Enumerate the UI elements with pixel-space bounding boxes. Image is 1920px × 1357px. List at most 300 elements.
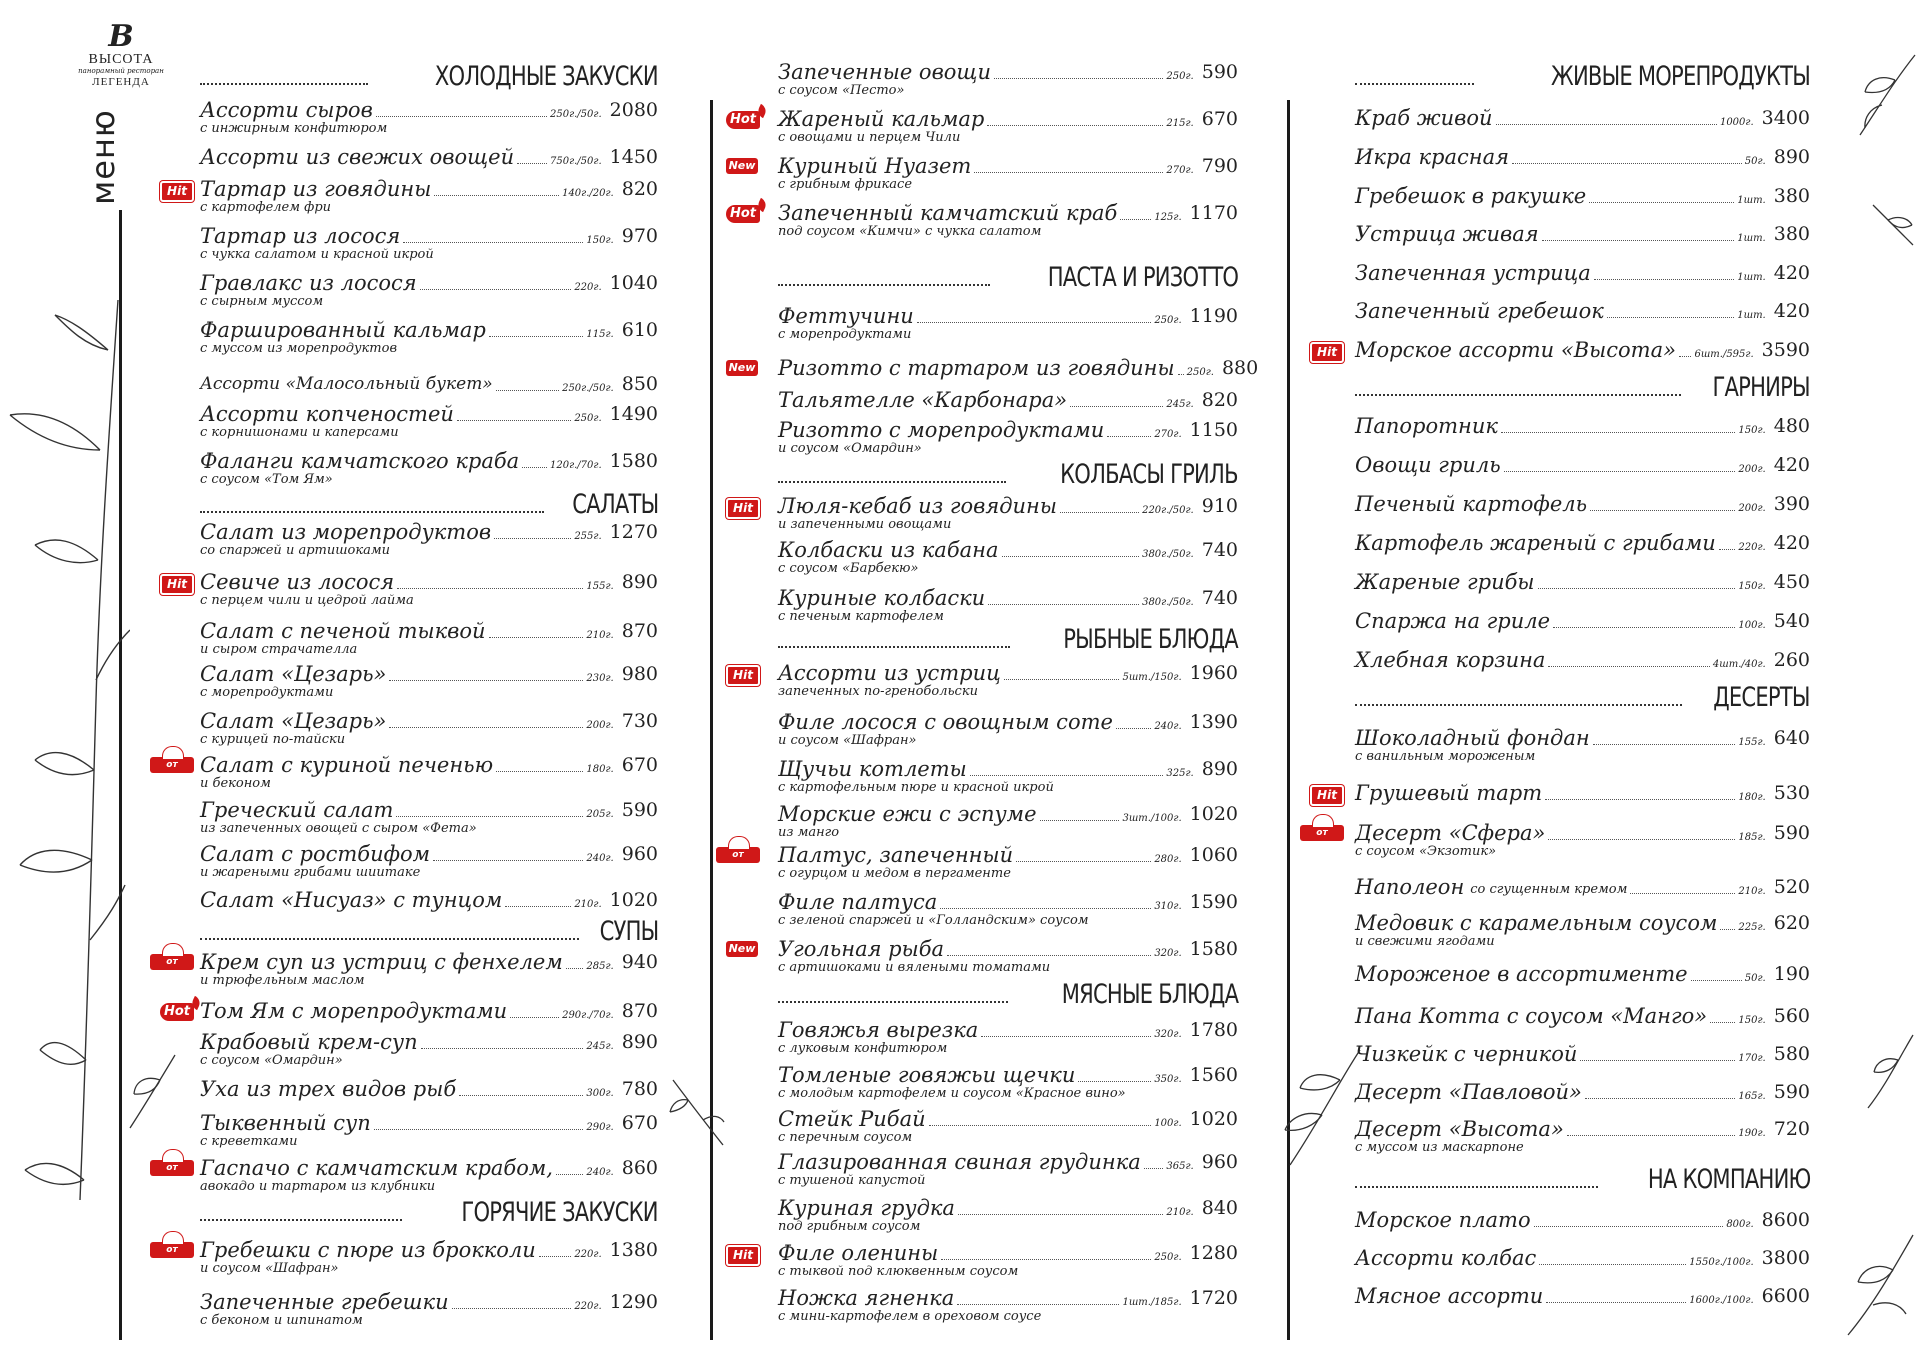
menu-item-description: с соусом «Экзотик» bbox=[1355, 844, 1497, 859]
menu-item bbox=[1355, 1080, 1810, 1104]
menu-item-weight: 800г. bbox=[1726, 1219, 1754, 1230]
menu-item-weight: 200г. bbox=[586, 720, 614, 731]
menu-item-description: с мини-картофелем в ореховом соусе bbox=[778, 1309, 1042, 1324]
menu-item-weight: 1шт. bbox=[1737, 310, 1766, 321]
menu-item bbox=[1355, 261, 1810, 285]
menu-item-description: с курицей по-тайски bbox=[200, 732, 346, 747]
menu-item-weight: 310г. bbox=[1154, 901, 1182, 912]
menu-item-price: 1960 bbox=[1189, 662, 1238, 684]
menu-item-price: 910 bbox=[1201, 495, 1238, 517]
menu-item-description: с беконом и шпинатом bbox=[200, 1313, 363, 1328]
menu-item bbox=[778, 843, 1238, 880]
menu-item-name: Салат «Цезарь» bbox=[200, 709, 387, 733]
section-leader bbox=[200, 83, 368, 85]
menu-item-weight: 245г. bbox=[586, 1041, 614, 1052]
menu-item-price: 420 bbox=[1773, 262, 1810, 284]
menu-item-name: Ассорти колбас bbox=[1355, 1246, 1537, 1270]
menu-item bbox=[200, 619, 658, 656]
menu-title bbox=[78, 100, 128, 210]
menu-item-weight: 5шт./150г. bbox=[1122, 672, 1182, 683]
section-title: ГАРНИРЫ bbox=[1712, 372, 1810, 403]
menu-item-weight: 155г. bbox=[586, 581, 614, 592]
menu-item-name: Куриные колбаски bbox=[778, 586, 986, 610]
menu-item bbox=[778, 757, 1238, 794]
menu-item bbox=[778, 538, 1238, 575]
menu-item-name: Тартар из говядины bbox=[200, 177, 432, 201]
menu-item-weight: 200г. bbox=[1738, 464, 1766, 475]
menu-item bbox=[1355, 338, 1810, 362]
menu-item bbox=[778, 1241, 1238, 1278]
menu-item-name: Том Ям с морепродуктами bbox=[200, 999, 508, 1023]
menu-item bbox=[778, 1286, 1238, 1323]
hot-badge: Hot bbox=[726, 111, 760, 129]
menu-item-leader bbox=[452, 1308, 572, 1309]
menu-item-leader bbox=[1040, 820, 1120, 821]
menu-item-weight: 250г. bbox=[574, 413, 602, 424]
menu-item-line bbox=[778, 107, 1238, 131]
menu-item-weight: 245г. bbox=[1166, 399, 1194, 410]
menu-item bbox=[1355, 781, 1810, 805]
hit-badge: Hit bbox=[726, 1245, 760, 1266]
menu-item bbox=[200, 950, 658, 987]
menu-item-price: 1390 bbox=[1189, 711, 1238, 733]
menu-item bbox=[1355, 1042, 1810, 1066]
menu-item bbox=[778, 356, 1259, 380]
branch-right-top-icon bbox=[1840, 50, 1920, 140]
menu-item-line bbox=[1355, 781, 1810, 805]
menu-item-line bbox=[1355, 145, 1810, 169]
menu-item-weight: 200г. bbox=[1738, 503, 1766, 514]
section-leader bbox=[1355, 1186, 1598, 1188]
menu-item-line bbox=[1355, 261, 1810, 285]
hit-badge: Hit bbox=[160, 574, 194, 595]
menu-item-weight: 1шт. bbox=[1737, 233, 1766, 244]
menu-item-name: Спаржа на гриле bbox=[1355, 609, 1551, 633]
section-title: СУПЫ bbox=[599, 916, 658, 947]
menu-item-price: 730 bbox=[621, 710, 658, 732]
menu-item-weight: 1550г./100г. bbox=[1689, 1257, 1754, 1268]
hit-badge: Hit bbox=[160, 181, 194, 202]
menu-item-leader bbox=[517, 163, 547, 164]
chef-badge: от Шефа bbox=[150, 1242, 194, 1258]
menu-item bbox=[200, 798, 658, 835]
menu-item-name: Крабовый крем-суп bbox=[200, 1030, 418, 1054]
menu-item-weight: 250г. bbox=[1166, 71, 1194, 82]
menu-item-price: 1270 bbox=[609, 521, 658, 543]
menu-item-name: Запеченная устрица bbox=[1355, 261, 1591, 285]
menu-item bbox=[200, 372, 658, 396]
menu-item-leader bbox=[1567, 1135, 1736, 1136]
menu-item-leader bbox=[1070, 406, 1163, 407]
menu-item-line bbox=[200, 1077, 658, 1101]
hot-badge: Hot bbox=[160, 1003, 194, 1021]
menu-item-name: Салат с куриной печенью bbox=[200, 753, 494, 777]
menu-item-name: Десерт «Сфера» bbox=[1355, 821, 1546, 845]
menu-item-name: Ассорти из устриц bbox=[778, 661, 1001, 685]
menu-item-description: и соусом «Омардин» bbox=[778, 441, 922, 456]
menu-item-line bbox=[778, 60, 1238, 84]
menu-item-name: Тальятелле «Карбонара» bbox=[778, 388, 1068, 412]
menu-item-name: Запеченные овощи bbox=[778, 60, 991, 84]
menu-item-description: с зеленой спаржей и «Голландским» соусом bbox=[778, 913, 1089, 928]
menu-item bbox=[200, 1156, 658, 1193]
menu-item-leader bbox=[1107, 436, 1151, 437]
menu-item-line bbox=[778, 388, 1238, 412]
menu-item-line bbox=[778, 890, 1238, 914]
menu-item-name: Крем суп из устриц с фенхелем bbox=[200, 950, 563, 974]
section-header bbox=[778, 980, 1238, 1010]
menu-item-price: 1380 bbox=[609, 1239, 658, 1261]
branch-right-low-icon bbox=[1858, 1030, 1918, 1110]
menu-item-price: 880 bbox=[1221, 357, 1259, 379]
menu-item-price: 1580 bbox=[609, 450, 658, 472]
logo-legend: ЛЕГЕНДА bbox=[92, 76, 150, 88]
menu-item-price: 260 bbox=[1773, 649, 1810, 671]
menu-item bbox=[1355, 299, 1810, 323]
menu-item-price: 1560 bbox=[1189, 1064, 1238, 1086]
menu-item-weight: 270г. bbox=[1154, 429, 1182, 440]
menu-item-name: Люля-кебаб из говядины bbox=[778, 494, 1057, 518]
menu-item-leader bbox=[420, 289, 572, 290]
menu-item-line bbox=[1355, 184, 1810, 208]
menu-item-leader bbox=[1593, 744, 1736, 745]
menu-item-name: Морское плато bbox=[1355, 1208, 1531, 1232]
menu-item-name: Запеченные гребешки bbox=[200, 1290, 449, 1314]
menu-item-description: с муссом из маскарпоне bbox=[1355, 1140, 1524, 1155]
menu-item bbox=[1355, 492, 1810, 516]
menu-item-name: Тыквенный суп bbox=[200, 1111, 371, 1135]
menu-item-leader bbox=[1078, 1081, 1151, 1082]
menu-item-line bbox=[1355, 726, 1810, 750]
menu-item-leader bbox=[389, 680, 583, 681]
hit-badge: Hit bbox=[1310, 785, 1344, 806]
menu-item-weight: 230г. bbox=[586, 673, 614, 684]
menu-item-price: 590 bbox=[1201, 61, 1238, 83]
menu-item-leader bbox=[421, 1048, 584, 1049]
menu-item-price: 890 bbox=[1773, 146, 1810, 168]
new-badge: New bbox=[726, 941, 758, 957]
menu-item-weight: 290г. bbox=[586, 1122, 614, 1133]
menu-item bbox=[1355, 453, 1810, 477]
menu-item-leader bbox=[957, 1304, 1119, 1305]
menu-item-weight: 100г. bbox=[1154, 1118, 1182, 1129]
menu-item-weight: 270г. bbox=[1166, 165, 1194, 176]
menu-item-line bbox=[200, 1111, 658, 1135]
menu-item-name: Салат «Цезарь» bbox=[200, 662, 387, 686]
menu-item-leader bbox=[1512, 163, 1742, 164]
menu-item-weight: 250г./50г. bbox=[549, 109, 602, 120]
menu-item-price: 1060 bbox=[1189, 844, 1238, 866]
section-leader bbox=[200, 938, 579, 940]
menu-title-text: меню bbox=[84, 109, 122, 205]
menu-item-leader bbox=[374, 1129, 584, 1130]
menu-item-weight: 100г. bbox=[1738, 620, 1766, 631]
menu-item-leader bbox=[1719, 549, 1736, 550]
menu-item-weight: 1шт. bbox=[1737, 195, 1766, 206]
menu-item-name: Греческий салат bbox=[200, 798, 394, 822]
menu-item bbox=[1355, 911, 1810, 948]
menu-item-line bbox=[1355, 1284, 1810, 1308]
menu-item-description: с корнишонами и каперсами bbox=[200, 425, 399, 440]
menu-item-leader bbox=[566, 968, 584, 969]
menu-item-leader bbox=[988, 604, 1139, 605]
menu-item-line bbox=[1355, 531, 1810, 555]
menu-item-price: 8600 bbox=[1761, 1209, 1810, 1231]
menu-item-price: 590 bbox=[1773, 1081, 1810, 1103]
menu-item-description: и беконом bbox=[200, 776, 271, 791]
section-title: РЫБНЫЕ БЛЮДА bbox=[1063, 624, 1238, 655]
section-leader bbox=[200, 511, 544, 513]
menu-item-leader bbox=[1504, 471, 1736, 472]
menu-item bbox=[200, 520, 658, 557]
menu-item-price: 850 bbox=[621, 373, 658, 395]
menu-item-name: Салат с ростбифом bbox=[200, 842, 431, 866]
menu-item-price: 820 bbox=[1201, 389, 1238, 411]
menu-item-price: 620 bbox=[1773, 912, 1810, 934]
menu-item-leader bbox=[941, 1259, 1151, 1260]
menu-item bbox=[778, 201, 1238, 238]
menu-item-price: 420 bbox=[1773, 532, 1810, 554]
menu-item-line bbox=[1355, 609, 1810, 633]
menu-item-name: Печеный картофель bbox=[1355, 492, 1588, 516]
menu-item-weight: 185г. bbox=[1738, 832, 1766, 843]
menu-item-line bbox=[200, 999, 658, 1023]
menu-item-price: 420 bbox=[1773, 454, 1810, 476]
menu-item-price: 870 bbox=[621, 620, 658, 642]
menu-item-leader bbox=[522, 467, 547, 468]
menu-item-weight: 220г. bbox=[574, 1249, 602, 1260]
menu-item-line bbox=[200, 709, 658, 733]
menu-item-line bbox=[200, 520, 658, 544]
logo-monogram: В bbox=[108, 19, 134, 54]
hot-badge: Hot bbox=[726, 205, 760, 223]
menu-item-leader bbox=[1144, 1168, 1164, 1169]
menu-item-leader bbox=[539, 1256, 571, 1257]
menu-item-leader bbox=[1590, 510, 1735, 511]
menu-item bbox=[1355, 570, 1810, 594]
menu-item-leader bbox=[434, 195, 559, 196]
menu-item-leader bbox=[494, 538, 571, 539]
menu-item-weight: 210г. bbox=[1738, 886, 1766, 897]
menu-item-leader bbox=[929, 1125, 1152, 1126]
menu-item-price: 1040 bbox=[609, 272, 658, 294]
menu-item-name: Стейк Рибай bbox=[778, 1107, 926, 1131]
hit-badge: Hit bbox=[726, 665, 760, 686]
menu-item-price: 3400 bbox=[1761, 107, 1810, 129]
menu-item-leader bbox=[457, 420, 571, 421]
menu-item-description: с муссом из морепродуктов bbox=[200, 341, 398, 356]
menu-item-price: 740 bbox=[1201, 587, 1238, 609]
menu-item-line bbox=[200, 842, 658, 866]
menu-item-name: Филе палтуса bbox=[778, 890, 938, 914]
menu-item-line bbox=[778, 1063, 1238, 1087]
menu-item-name: Ассорти сыров bbox=[200, 98, 373, 122]
section-title: САЛАТЫ bbox=[571, 489, 658, 520]
menu-item bbox=[1355, 145, 1810, 169]
menu-item-leader bbox=[940, 908, 1151, 909]
menu-item-weight: 220г. bbox=[1738, 542, 1766, 553]
menu-item bbox=[1355, 1208, 1810, 1232]
menu-item-line bbox=[778, 494, 1238, 518]
menu-item-name: Ассорти из свежих овощей bbox=[200, 145, 515, 169]
menu-item-price: 590 bbox=[1773, 822, 1810, 844]
menu-item-name: Ассорти копченостей bbox=[200, 402, 454, 426]
chef-badge: от Шефа bbox=[150, 1160, 194, 1176]
menu-item-description: с молодым картофелем и соусом «Красное вино» bbox=[778, 1086, 1126, 1101]
section-header bbox=[778, 625, 1238, 655]
menu-item-price: 670 bbox=[1201, 108, 1238, 130]
menu-item-name: Куриный Нуазет bbox=[778, 154, 972, 178]
menu-item-name: Пана Котта с соусом «Манго» bbox=[1355, 1004, 1708, 1028]
menu-item-name: Угольная рыба bbox=[778, 937, 945, 961]
menu-item-name: Запеченный гребешок bbox=[1355, 299, 1604, 323]
menu-item-leader bbox=[403, 242, 583, 243]
menu-item-name: Мясное ассорти bbox=[1355, 1284, 1544, 1308]
section-leader bbox=[1355, 83, 1474, 85]
menu-item-line bbox=[1355, 821, 1810, 845]
restaurant-logo bbox=[66, 19, 176, 89]
menu-item-leader bbox=[1004, 679, 1120, 680]
menu-item-name: Филе оленины bbox=[778, 1241, 939, 1265]
menu-item-weight: 750г./50г. bbox=[549, 156, 602, 167]
menu-item-leader bbox=[376, 116, 547, 117]
menu-item-description: из манго bbox=[778, 825, 840, 840]
menu-item-leader bbox=[489, 336, 584, 337]
menu-item-weight: 350г. bbox=[1154, 1074, 1182, 1085]
menu-item-weight: 290г./70г. bbox=[562, 1010, 614, 1021]
menu-item-line bbox=[1355, 106, 1810, 130]
menu-item bbox=[200, 1238, 658, 1275]
menu-item-price: 960 bbox=[621, 843, 658, 865]
menu-item-line bbox=[200, 888, 658, 912]
menu-item-price: 1190 bbox=[1189, 305, 1238, 327]
menu-item-description: авокадо и тартаром из клубники bbox=[200, 1179, 436, 1194]
menu-item-description: с грибным фрикасе bbox=[778, 177, 913, 192]
menu-item-name: Щучьи котлеты bbox=[778, 757, 967, 781]
hit-badge: Hit bbox=[1310, 342, 1344, 363]
menu-item-line bbox=[1355, 414, 1810, 438]
menu-item-weight: 150г. bbox=[1738, 1015, 1766, 1026]
menu-item-line bbox=[200, 753, 658, 777]
menu-item-line bbox=[200, 619, 658, 643]
menu-item-weight: 1шт. bbox=[1737, 272, 1766, 283]
menu-item-line bbox=[200, 318, 658, 342]
menu-item-price: 590 bbox=[621, 799, 658, 821]
menu-item-weight: 380г./50г. bbox=[1142, 597, 1194, 608]
menu-item-line bbox=[200, 271, 658, 295]
branch-center-right-icon bbox=[1260, 1040, 1370, 1170]
section-title: КОЛБАСЫ ГРИЛЬ bbox=[1060, 459, 1238, 490]
menu-item-price: 3800 bbox=[1761, 1247, 1810, 1269]
menu-item-leader bbox=[396, 816, 583, 817]
menu-item bbox=[200, 1077, 658, 1101]
menu-item-leader bbox=[1607, 317, 1734, 318]
branch-middle-icon bbox=[668, 1070, 728, 1150]
menu-item-price: 740 bbox=[1201, 539, 1238, 561]
menu-item-weight: 380г./50г. bbox=[1142, 549, 1194, 560]
menu-item-line bbox=[778, 661, 1238, 685]
menu-item-weight: 155г. bbox=[1738, 737, 1766, 748]
menu-item-weight: 280г. bbox=[1154, 854, 1182, 865]
menu-item-line bbox=[778, 154, 1238, 178]
menu-item-price: 450 bbox=[1773, 571, 1810, 593]
menu-item-weight: 285г. bbox=[586, 961, 614, 972]
menu-item bbox=[778, 107, 1238, 144]
menu-item-weight: 250г. bbox=[1154, 315, 1182, 326]
menu-item-name: Салат «Нисуаз» с тунцом bbox=[200, 888, 503, 912]
menu-item-price: 980 bbox=[621, 663, 658, 685]
menu-item bbox=[1355, 1004, 1810, 1028]
menu-item-description: с соусом «Песто» bbox=[778, 83, 905, 98]
menu-item-price: 1720 bbox=[1189, 1287, 1238, 1309]
menu-item-weight: 120г./70г. bbox=[549, 460, 602, 471]
menu-item bbox=[778, 661, 1238, 698]
menu-item-name: Гребешок в ракушке bbox=[1355, 184, 1587, 208]
menu-item-weight: 180г. bbox=[586, 764, 614, 775]
section-header bbox=[1355, 62, 1810, 92]
menu-item-leader bbox=[1016, 861, 1151, 862]
menu-item-name: Говяжья вырезка bbox=[778, 1018, 979, 1042]
new-badge: New bbox=[726, 360, 758, 376]
menu-item-line bbox=[1355, 492, 1810, 516]
menu-item-name: Мороженое в ассортименте bbox=[1355, 962, 1688, 986]
menu-item-leader bbox=[1538, 588, 1736, 589]
menu-item bbox=[200, 709, 658, 746]
menu-item-leader bbox=[1120, 219, 1151, 220]
menu-item-line bbox=[1355, 648, 1810, 672]
menu-item-name: Гаспачо с камчатским крабом, bbox=[200, 1156, 553, 1180]
menu-item-price: 970 bbox=[621, 225, 658, 247]
branch-right-bottom-icon bbox=[1828, 1230, 1918, 1340]
section-header bbox=[778, 263, 1238, 293]
menu-item-line bbox=[778, 1196, 1238, 1220]
menu-item bbox=[200, 1290, 658, 1327]
menu-item-price: 1020 bbox=[609, 889, 658, 911]
menu-item bbox=[778, 1063, 1238, 1100]
section-header bbox=[1355, 683, 1810, 713]
menu-item-description: с овощами и перцем Чили bbox=[778, 130, 961, 145]
menu-item-leader bbox=[970, 775, 1164, 776]
menu-item-weight: 220г. bbox=[574, 1301, 602, 1312]
menu-item bbox=[778, 388, 1238, 412]
menu-item-weight: 215г. bbox=[1166, 118, 1194, 129]
menu-item-price: 720 bbox=[1773, 1118, 1810, 1140]
branch-right-mid-icon bbox=[1868, 200, 1918, 250]
section-leader bbox=[778, 481, 1006, 483]
menu-item bbox=[1355, 1246, 1810, 1270]
menu-item-price: 3590 bbox=[1761, 339, 1810, 361]
menu-item-name: Папоротник bbox=[1355, 414, 1498, 438]
menu-item-leader bbox=[496, 390, 559, 391]
menu-item-name: Морские ежи с эспуме bbox=[778, 802, 1037, 826]
menu-item-leader bbox=[496, 771, 583, 772]
menu-item-line bbox=[200, 449, 658, 473]
menu-item-name: Ризотто с тартаром из говядины bbox=[778, 356, 1175, 380]
menu-item bbox=[1355, 1284, 1810, 1308]
menu-item bbox=[1355, 106, 1810, 130]
menu-item-weight: 190г. bbox=[1738, 1128, 1766, 1139]
menu-item bbox=[778, 1018, 1238, 1055]
menu-item-weight: 150г. bbox=[1738, 581, 1766, 592]
menu-item-price: 820 bbox=[621, 178, 658, 200]
menu-item-description: с чукка салатом и красной икрой bbox=[200, 247, 434, 262]
menu-item-weight: 320г. bbox=[1154, 948, 1182, 959]
menu-item-name: Феттучини bbox=[778, 304, 914, 328]
chef-badge: от Шефа bbox=[150, 757, 194, 773]
menu-item-name: Глазированная свиная грудинка bbox=[778, 1150, 1141, 1174]
menu-item bbox=[1355, 1117, 1810, 1154]
chef-badge: от Шефа bbox=[150, 954, 194, 970]
